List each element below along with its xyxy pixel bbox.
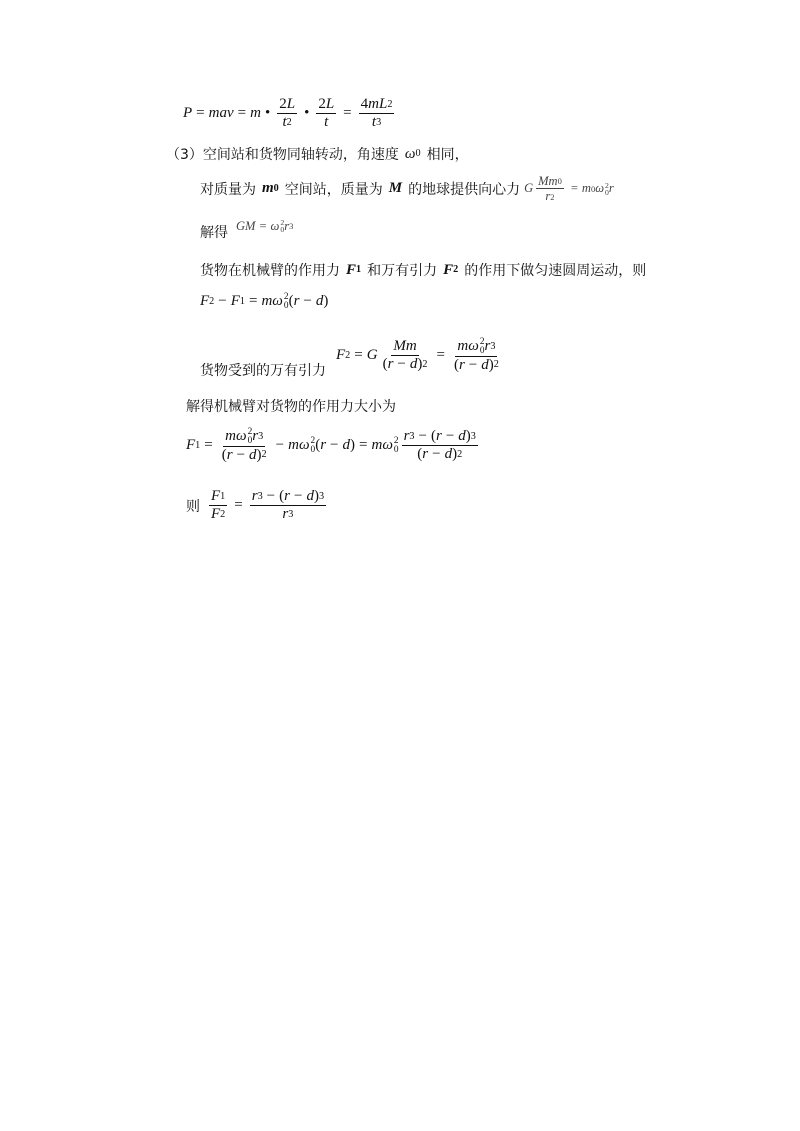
formula-f1: F 1 = mω 2 0 r 3 ( r − d ) 2 − mω 2 0 ( r − d ) = mω 2 0 r 3 − ( r − d ) 3 ( r − d ) 2 xyxy=(186,427,476,463)
force-statement: 货物在机械臂的作用力 F 1 和万有引力 F 2 的作用下做匀速圆周运动，则 xyxy=(200,261,647,279)
part-3-heading: （3）空间站和货物同轴转动，角速度 ω 0 相同， xyxy=(166,145,469,163)
formula-power: P = mav = m • 2 L t 2 • 2 L t = 4 mL 2 t 3 xyxy=(183,96,393,131)
solve-gm: 解得 GM = ω 2 0 r 3 xyxy=(200,217,294,241)
gravity-statement: 货物受到的万有引力 F 2 = G Mm ( r − d ) 2 = mω 2 0 r 3 ( r − d ) 2 xyxy=(200,337,499,379)
ratio-statement: 则 F 1 F 2 = r 3 − ( r − d ) 3 r 3 xyxy=(186,488,325,523)
formula-net-force: F 2 − F 1 = mω 2 0 ( r − d ) xyxy=(200,292,329,311)
solve-f1-statement: 解得机械臂对货物的作用力大小为 xyxy=(186,399,396,415)
centripetal-statement: 对质量为 m 0 空间站，质量为 M 的地球提供向心力 G Mm 0 r 2 = m 0 ω 2 0 r xyxy=(200,174,614,204)
